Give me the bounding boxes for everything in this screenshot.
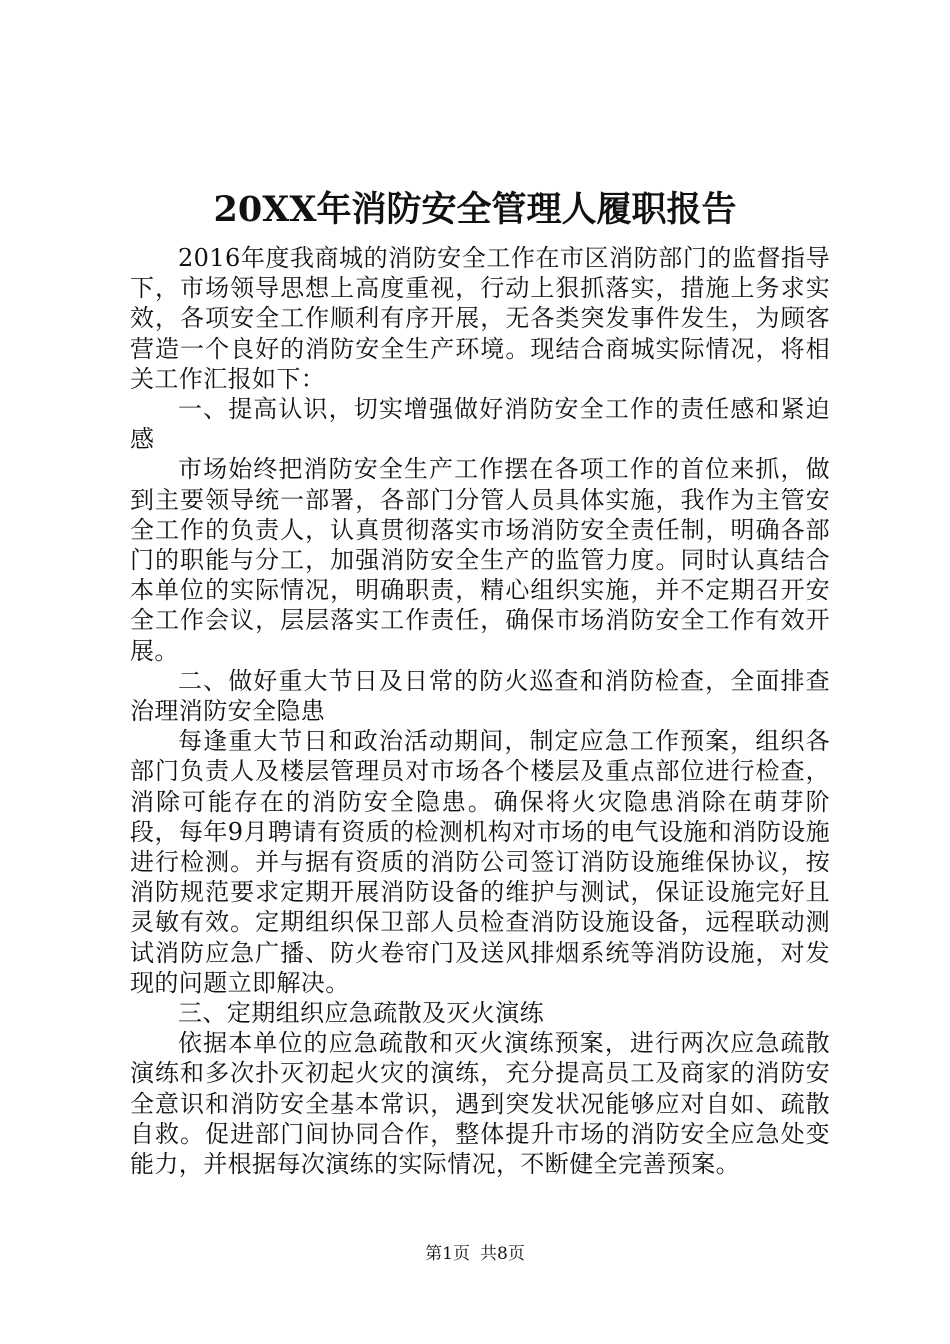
section-heading-3: 三、定期组织应急疏散及灭火演练: [178, 999, 544, 1028]
intro-paragraph: 2016年度我商城的消防安全工作在市区消防部门的监督指导下，市场领导思想上高度重视，行动上狠抓落实，措施上务求实效，各项安全工作顺利有序开展，无各类突发事件发生，为顾客营造一个良好的消防安全生产环境。现结合商城实际情况，将相关工作汇报如下：: [130, 244, 830, 393]
section-paragraph-2: 每逢重大节日和政治活动期间，制定应急工作预案，组织各部门负责人及楼层管理员对市场各个楼层及重点部位进行检查，消除可能存在的消防安全隐患。确保将火灾隐患消除在萌芽阶段，每年9月聘请有资质的检测机构对市场的电气设施和消防设施进行检测。并与据有资质的消防公司签订消防设施维保协议，按消防规范要求定期开展消防设备的维护与测试，保证设施完好且灵敏有效。定期组织保卫部人员检查消防设施设备，远程联动测试消防应急广播、防火卷帘门及送风排烟系统等消防设施，对发现的问题立即解决。: [130, 727, 830, 997]
section-heading-1: 一、提高认识，切实增强做好消防安全工作的责任感和紧迫感: [130, 395, 830, 454]
section-paragraph-3: 依据本单位的应急疏散和灭火演练预案，进行两次应急疏散演练和多次扑灭初起火灾的演练，充分提高员工及商家的消防安全意识和消防安全基本常识，遇到突发状况能够应对自如、疏散自救。促进部门间协同合作，整体提升市场的消防安全应急处变能力，并根据每次演练的实际情况，不断健全完善预案。: [130, 1029, 830, 1179]
page-number: 第1页: [425, 1244, 470, 1264]
document-title: 20XX年消防安全管理人履职报告: [213, 189, 737, 230]
page-footer: [0, 1242, 950, 1266]
section-heading-2: 二、做好重大节日及日常的防火巡查和消防检查，全面排查治理消防安全隐患: [130, 666, 830, 726]
document-body: [130, 243, 830, 1179]
page-total: 共8页: [480, 1244, 525, 1264]
section-paragraph-1: 市场始终把消防安全生产工作摆在各项工作的首位来抓，做到主要领导统一部署，各部门分管人员具体实施，我作为主管安全工作的负责人，认真贯彻落实市场消防安全责任制，明确各部门的职能与分工，加强消防安全生产的监管力度。同时认真结合本单位的实际情况，明确职责，精心组织实施，并不定期召开安全工作会议，层层落实工作责任，确保市场消防安全工作有效开展。: [130, 455, 830, 665]
